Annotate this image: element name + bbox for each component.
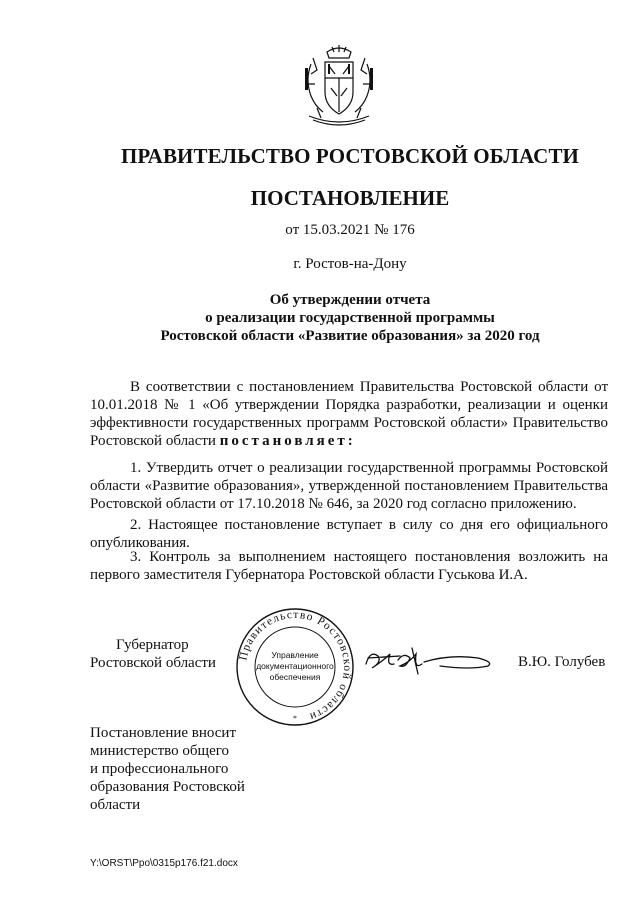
signatory-title-line: Ростовской области [90,655,216,671]
submitter-line: Постановление вносит [90,725,237,741]
item-2: 2. Настоящее постановление вступает в силу со дня его официального опубликования. [90,517,608,551]
preamble-text: В соответствии с постановлением Правительства Ростовской области от 10.01.2018 № 1 «Об утверждении Порядка разработки, реализации и оценки эффективности государственных программ Ростовской области» Правительство Ростовской области [90,379,608,449]
coat-of-arms-icon [299,44,379,130]
submitter-note [90,724,260,814]
submitter-line: министерство общего [90,743,230,759]
city: г. Ростов-на-Дону [293,256,407,272]
item-3: 3. Контроль за выполнением настоящего постановления возложить на первого заместителя Губернатора Ростовской области Гуськова И.А. [90,549,608,583]
svg-text:*: * [293,714,297,723]
document-type: ПОСТАНОВЛЕНИЕ [250,186,450,210]
signatory-title [90,636,230,672]
organization-title: ПРАВИТЕЛЬСТВО РОСТОВСКОЙ ОБЛАСТИ [121,144,579,168]
file-path: Y:\ORST\Ppo\0315p176.f21.docx [90,858,238,869]
handwritten-signature [360,640,500,682]
submitter-line: области [90,797,141,813]
submitter-line: образования Ростовской [90,779,245,795]
item-1: 1. Утвердить отчет о реализации государственной программы Ростовской области «Развитие образования», утвержденной постановлением Правительства Ростовской области от 17.10.2018 № 646, за 2020 год согласно приложению. [90,460,608,512]
document-subject [0,291,640,345]
svg-text:документационного: документационного [256,661,334,671]
subject-line: Ростовской области «Развитие образования» за 2020 год [160,328,540,344]
submitter-line: и профессионального [90,761,229,777]
subject-line: о реализации государственной программы [205,310,495,326]
svg-text:обеспечения: обеспечения [269,672,321,682]
svg-text:Правительство Ростовской облас: Правительство Ростовской области [237,608,354,723]
resolves-keyword: постановляет: [219,433,356,449]
signatory-title-line: Губернатор [116,637,189,653]
official-stamp [234,606,356,728]
date-number: от 15.03.2021 № 176 [285,222,415,238]
signatory-name: В.Ю. Голубев [518,654,606,670]
preamble-paragraph [90,378,608,450]
svg-text:Управление: Управление [271,650,319,660]
subject-line: Об утверждении отчета [269,292,431,308]
